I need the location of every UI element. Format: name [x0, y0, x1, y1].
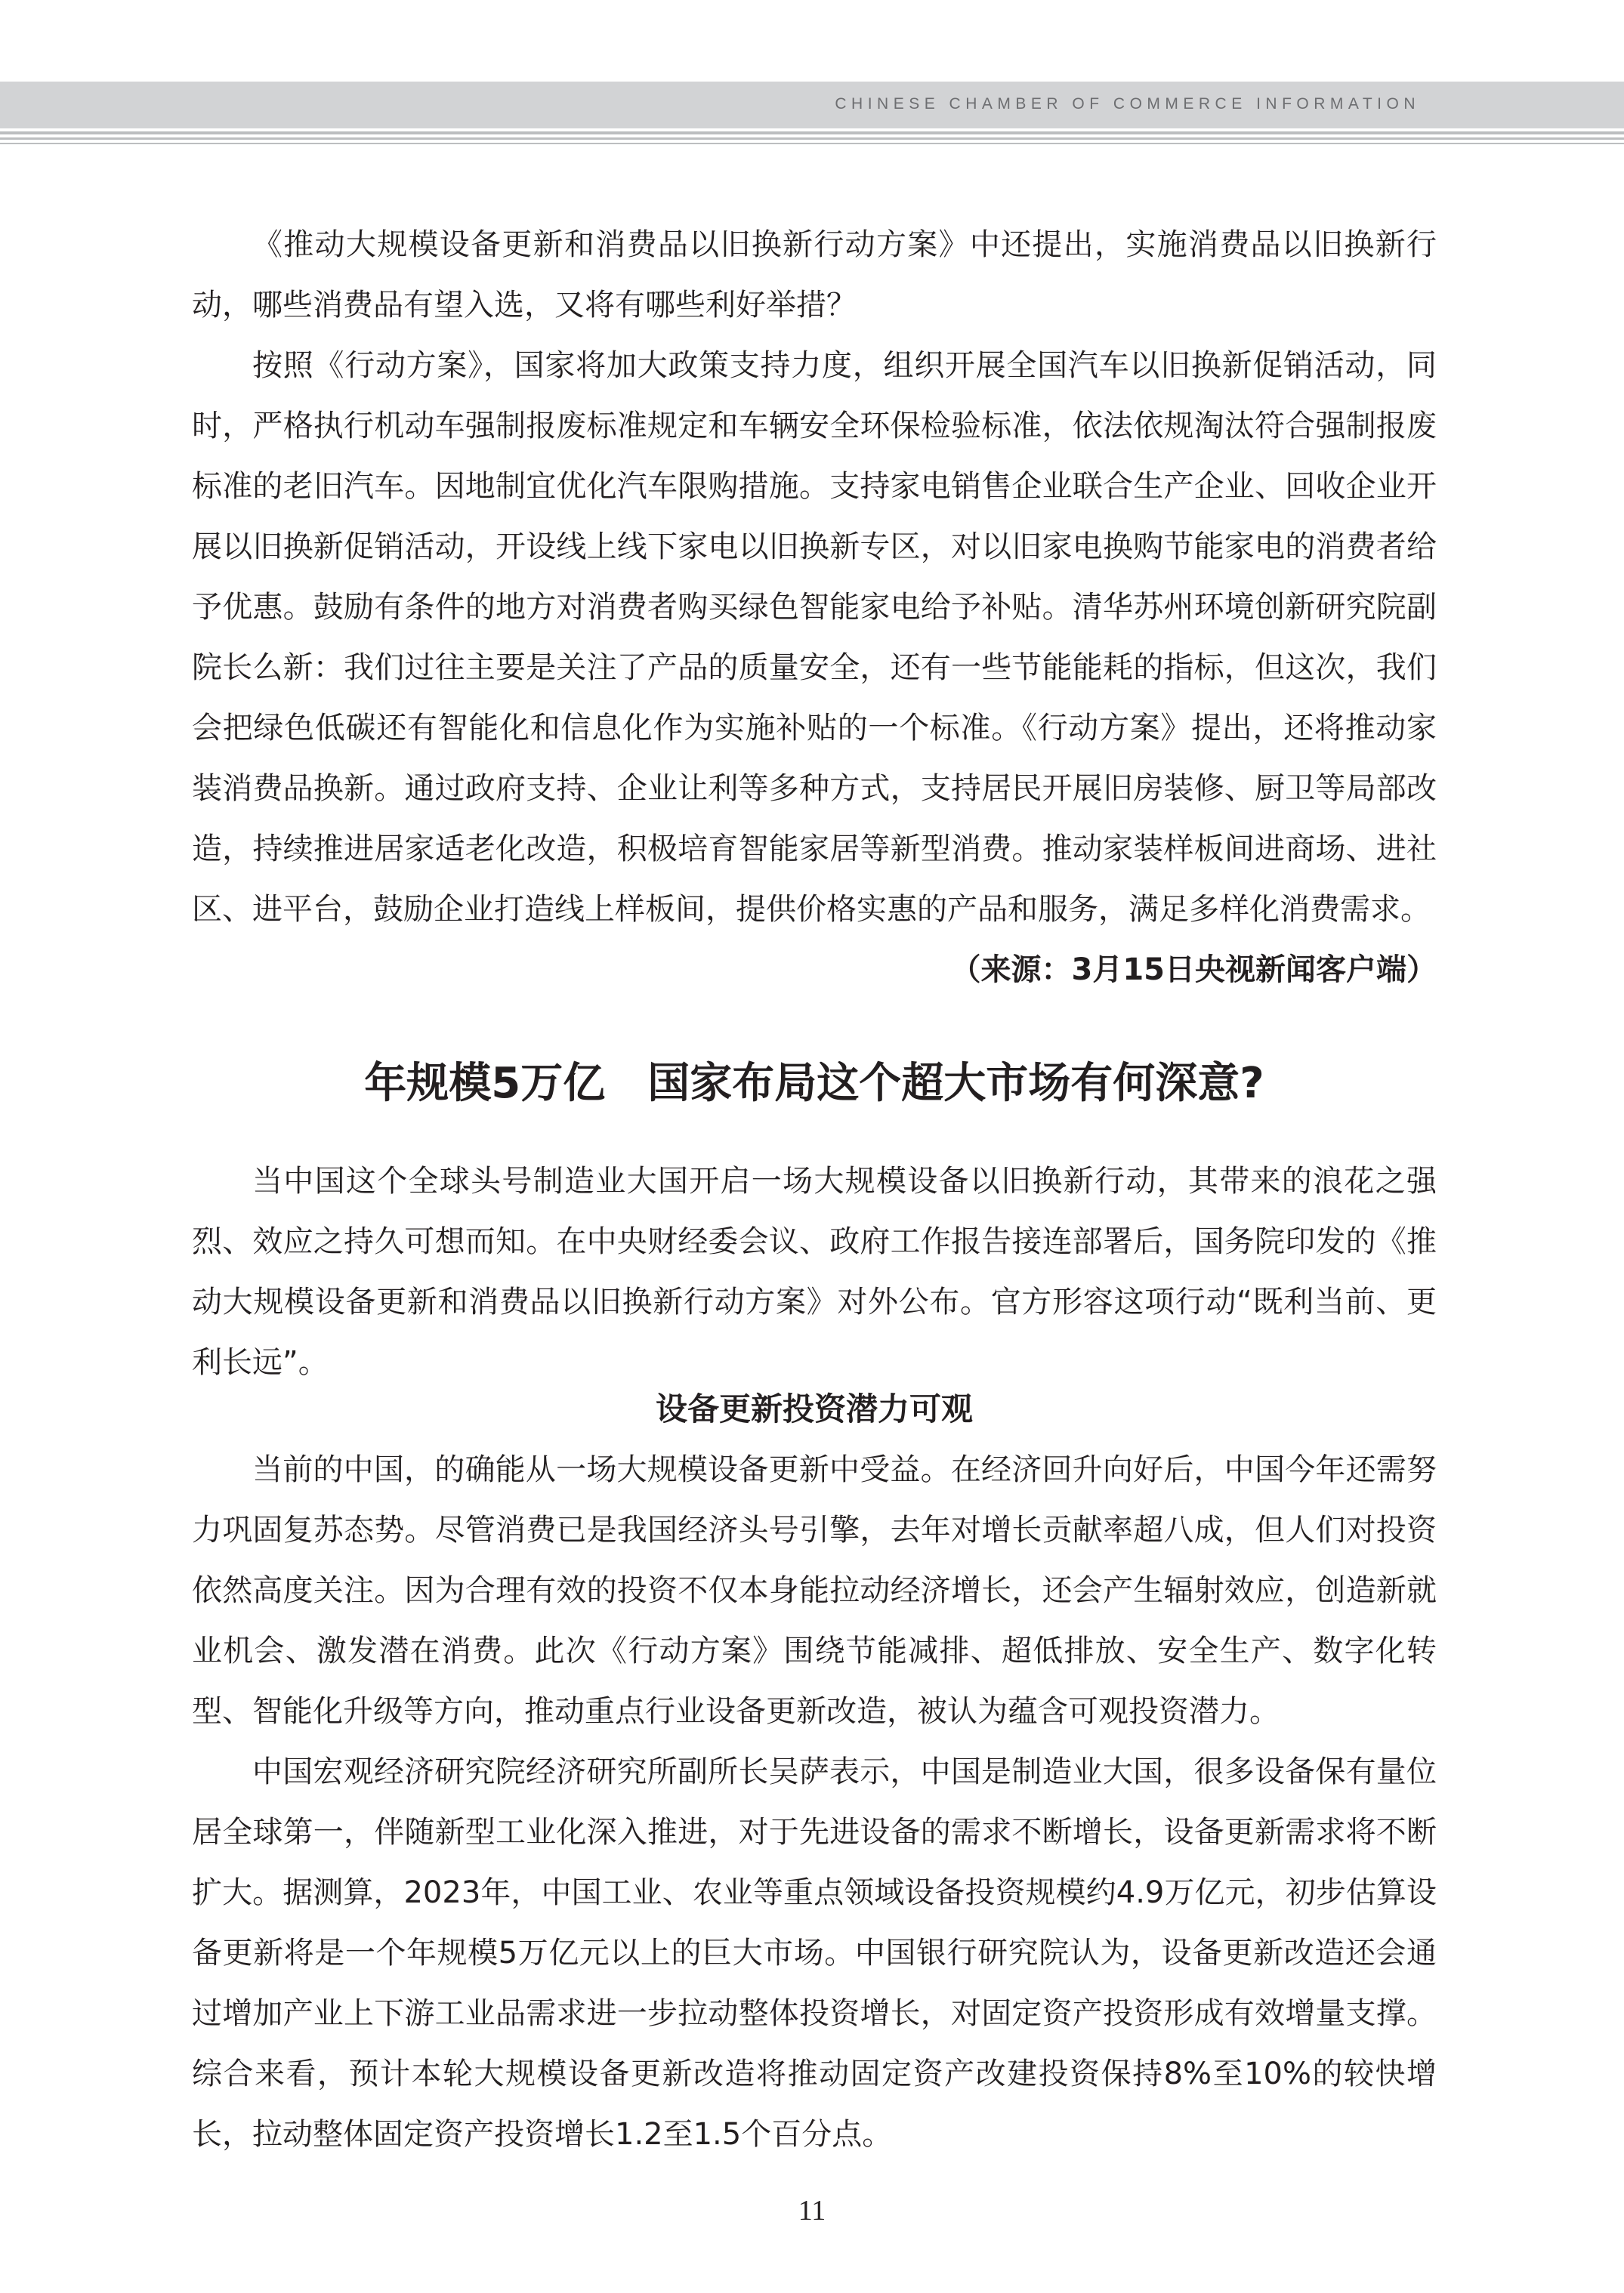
article-source: （来源：3月15日央视新闻客户端）: [950, 952, 1437, 987]
article-title: 年规模5万亿 国家布局这个超大市场有何深意?: [364, 1059, 1264, 1108]
article2-paragraph-1: 当前的中国，的确能从一场大规模设备更新中受益。在经济回升向好后，中国今年还需努力巩固复苏态势。尽管消费已是我国经济头号引擎，去年对增长贡献率超八成，但人们对投资依然高度关注。因为合理有效的投资不仅本身能拉动经济增长，还会产生辐射效应，创造新就业机会、激发潜在消费。此次《行动方案》围绕节能减排、超低排放、安全生产、数字化转型、智能化升级等方向，推动重点行业设备更新改造，被认为蕴含可观投资潜力。: [192, 1452, 1437, 1729]
header-rule: [0, 143, 1624, 144]
section-subheading: 设备更新投资潜力可观: [655, 1390, 973, 1427]
article1-paragraph-2: [192, 335, 1437, 1000]
running-title: CHINESE CHAMBER OF COMMERCE INFORMATION: [835, 95, 1420, 113]
article1-paragraph-1: 《推动大规模设备更新和消费品以旧换新行动方案》中还提出，实施消费品以旧换新行动，哪些消费品有望入选，又将有哪些利好举措？: [192, 227, 1437, 323]
header-rule: [0, 137, 1624, 140]
header-rule: [0, 131, 1624, 134]
article2-intro: 当中国这个全球头号制造业大国开启一场大规模设备以旧换新行动，其带来的浪花之强烈、效应之持久可想而知。在中央财经委会议、政府工作报告接连部署后，国务院印发的《推动大规模设备更新和消费品以旧换新行动方案》对外公布。官方形容这项行动“既利当前、更利长远”。: [192, 1164, 1437, 1380]
article1-paragraph-2-text: 按照《行动方案》，国家将加大政策支持力度，组织开展全国汽车以旧换新促销活动，同时，严格执行机动车强制报废标准规定和车辆安全环保检验标准，依法依规淘汰符合强制报废标准的老旧汽车。因地制宜优化汽车限购措施。支持家电销售企业联合生产企业、回收企业开展以旧换新促销活动，开设线上线下家电以旧换新专区，对以旧家电换购节能家电的消费者给予优惠。鼓励有条件的地方对消费者购买绿色智能家电给予补贴。清华苏州环境创新研究院副院长么新：我们过往主要是关注了产品的质量安全，还有一些节能能耗的指标，但这次，我们会把绿色低碳还有智能化和信息化作为实施补贴的一个标准。《行动方案》提出，还将推动家装消费品换新。通过政府支持、企业让利等多种方式，支持居民开展旧房装修、厨卫等局部改造，持续推进居家适老化改造，积极培育智能家居等新型消费。推动家装样板间进商场、进社区、进平台，鼓励企业打造线上样板间，提供价格实惠的产品和服务，满足多样化消费需求。: [192, 348, 1437, 927]
article2-paragraph-2: 中国宏观经济研究院经济研究所副所长吴萨表示，中国是制造业大国，很多设备保有量位居全球第一，伴随新型工业化深入推进，对于先进设备的需求不断增长，设备更新需求将不断扩大。据测算，2023年，中国工业、农业等重点领域设备投资规模约4.9万亿元，初步估算设备更新将是一个年规模5万亿元以上的巨大市场。中国银行研究院认为，设备更新改造还会通过增加产业上下游工业品需求进一步拉动整体投资增长，对固定资产投资形成有效增量支撑。综合来看，预计本轮大规模设备更新改造将推动固定资产改建投资保持8%至10%的较快增长，拉动整体固定资产投资增长1.2至1.5个百分点。: [192, 1754, 1437, 2152]
page-number: 11: [798, 2195, 826, 2227]
